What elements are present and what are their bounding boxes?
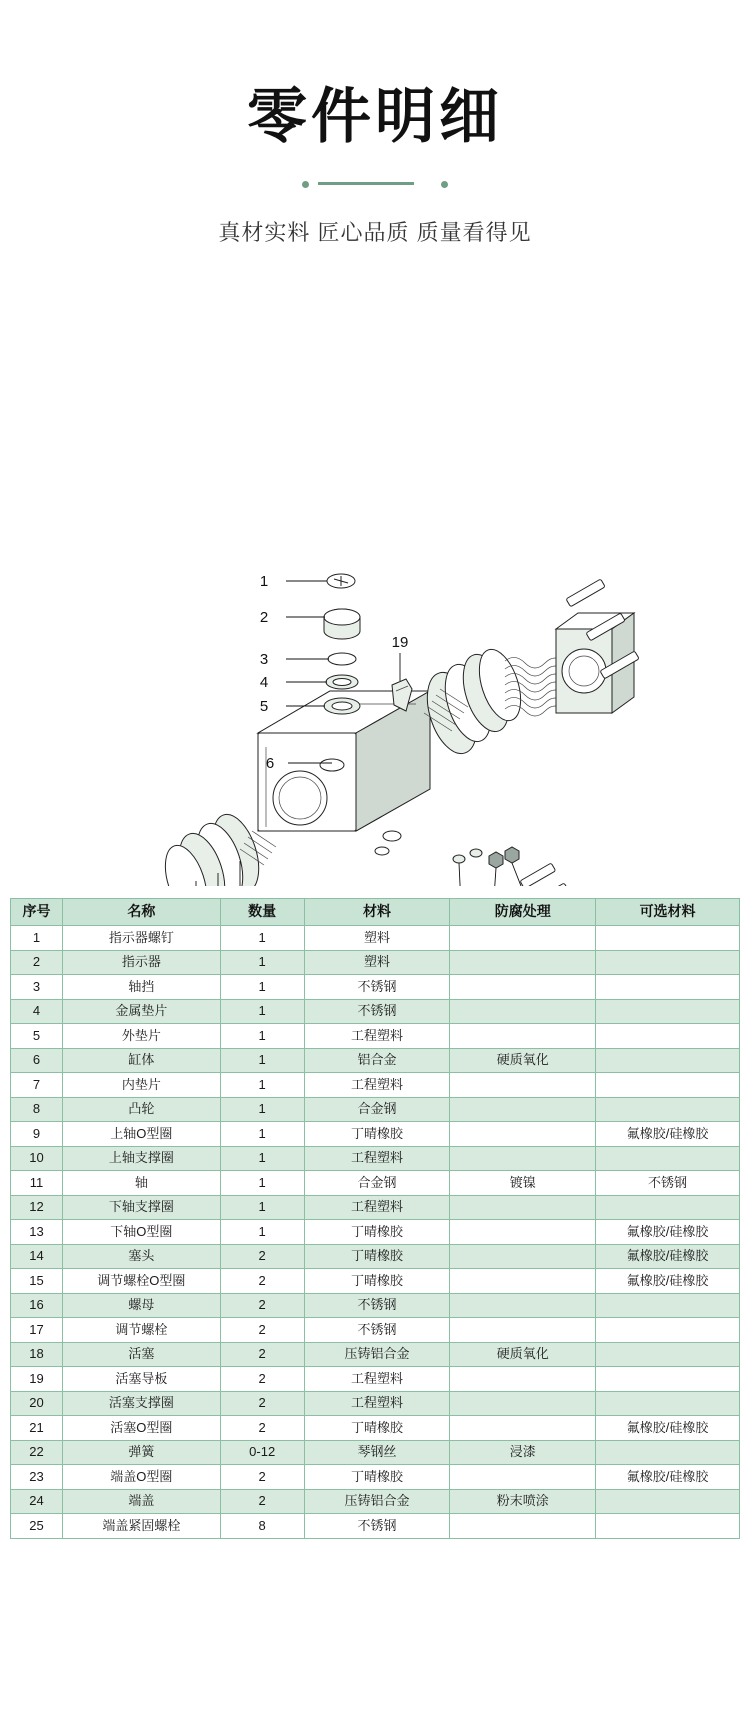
cell-no: 9 (11, 1122, 63, 1147)
cell-optional (596, 1146, 740, 1171)
parts-table-wrap (0, 886, 750, 1539)
page-title: 零件明细 (247, 83, 503, 150)
table-row (11, 1416, 740, 1441)
title-divider (300, 178, 450, 190)
table-row (11, 926, 740, 951)
cell-no: 5 (11, 1024, 63, 1049)
cell-qty: 1 (220, 950, 304, 975)
part-adjust-bolt-oring-a (453, 855, 465, 863)
cell-no: 22 (11, 1440, 63, 1465)
cell-anti (450, 1195, 596, 1220)
cell-name: 指示器 (62, 950, 220, 975)
cell-material: 不锈钢 (304, 999, 450, 1024)
cell-no: 24 (11, 1489, 63, 1514)
cell-optional (596, 999, 740, 1024)
cell-anti (450, 1024, 596, 1049)
cell-material: 工程塑料 (304, 1195, 450, 1220)
cell-qty: 1 (220, 1220, 304, 1245)
table-row (11, 1122, 740, 1147)
exploded-diagram (0, 261, 750, 886)
divider-bar (318, 182, 414, 185)
cell-name: 弹簧 (62, 1440, 220, 1465)
cell-material: 压铸铝合金 (304, 1342, 450, 1367)
cell-material: 铝合金 (304, 1048, 450, 1073)
cell-name: 螺母 (62, 1293, 220, 1318)
table-row (11, 1367, 740, 1392)
cell-name: 下轴O型圈 (62, 1220, 220, 1245)
cell-name: 金属垫片 (62, 999, 220, 1024)
cell-qty: 1 (220, 975, 304, 1000)
cell-no: 18 (11, 1342, 63, 1367)
cell-material: 合金钢 (304, 1171, 450, 1196)
cell-anti (450, 1073, 596, 1098)
cell-name: 活塞支撑圈 (62, 1391, 220, 1416)
cell-material: 丁晴橡胶 (304, 1122, 450, 1147)
cell-name: 下轴支撑圈 (62, 1195, 220, 1220)
cell-anti: 镀镍 (450, 1171, 596, 1196)
table-row (11, 1195, 740, 1220)
cell-name: 上轴O型圈 (62, 1122, 220, 1147)
cell-name: 端盖 (62, 1489, 220, 1514)
table-row (11, 1073, 740, 1098)
table-row (11, 1244, 740, 1269)
cell-optional (596, 1097, 740, 1122)
cell-qty: 1 (220, 1146, 304, 1171)
adjust-bolt-parts-group (453, 847, 569, 886)
cell-qty: 2 (220, 1391, 304, 1416)
cell-no: 6 (11, 1048, 63, 1073)
cell-qty: 1 (220, 1171, 304, 1196)
cell-qty: 1 (220, 1097, 304, 1122)
cell-name: 塞头 (62, 1244, 220, 1269)
cell-optional (596, 1048, 740, 1073)
cell-anti (450, 975, 596, 1000)
table-row (11, 1440, 740, 1465)
cell-no: 25 (11, 1514, 63, 1539)
cell-material: 塑料 (304, 926, 450, 951)
cell-name: 缸体 (62, 1048, 220, 1073)
cell-material: 工程塑料 (304, 1073, 450, 1098)
cell-anti (450, 1391, 596, 1416)
cell-qty: 8 (220, 1514, 304, 1539)
divider-dot-right (441, 181, 448, 188)
cell-no: 12 (11, 1195, 63, 1220)
cell-no: 14 (11, 1244, 63, 1269)
cell-qty: 2 (220, 1465, 304, 1490)
table-row (11, 950, 740, 975)
cell-qty: 1 (220, 1073, 304, 1098)
cylinder-body-group (258, 691, 430, 855)
cell-optional (596, 1293, 740, 1318)
cell-optional: 氟橡胶/硅橡胶 (596, 1416, 740, 1441)
divider-dot-left (302, 181, 309, 188)
cell-qty: 2 (220, 1489, 304, 1514)
cell-qty: 2 (220, 1318, 304, 1343)
cell-material: 丁晴橡胶 (304, 1416, 450, 1441)
cell-no: 20 (11, 1391, 63, 1416)
cell-anti: 浸漆 (450, 1440, 596, 1465)
cell-qty: 2 (220, 1293, 304, 1318)
cell-qty: 1 (220, 1195, 304, 1220)
cell-no: 15 (11, 1269, 63, 1294)
cell-name: 内垫片 (62, 1073, 220, 1098)
cell-qty: 2 (220, 1269, 304, 1294)
cell-qty: 1 (220, 926, 304, 951)
table-row (11, 1318, 740, 1343)
cell-qty: 2 (220, 1244, 304, 1269)
table-row (11, 999, 740, 1024)
svg-text:4: 4 (259, 674, 269, 691)
table-row (11, 1293, 740, 1318)
table-header-row (11, 899, 740, 926)
cell-anti (450, 999, 596, 1024)
cell-anti (450, 1293, 596, 1318)
table-row (11, 1048, 740, 1073)
svg-text:1: 1 (259, 573, 269, 590)
cell-name: 调节螺栓 (62, 1318, 220, 1343)
cell-optional: 氟橡胶/硅橡胶 (596, 1269, 740, 1294)
cell-material: 压铸铝合金 (304, 1489, 450, 1514)
cell-optional (596, 950, 740, 975)
cell-optional (596, 1024, 740, 1049)
cell-no: 19 (11, 1367, 63, 1392)
cell-qty: 1 (220, 1024, 304, 1049)
cell-anti (450, 1514, 596, 1539)
part-nut-b (505, 847, 519, 863)
cell-material: 不锈钢 (304, 975, 450, 1000)
cell-anti (450, 1097, 596, 1122)
cell-qty: 1 (220, 1048, 304, 1073)
col-header-qty: 数量 (220, 899, 304, 926)
cell-material: 塑料 (304, 950, 450, 975)
cell-material: 不锈钢 (304, 1318, 450, 1343)
cell-optional: 氟橡胶/硅橡胶 (596, 1220, 740, 1245)
cell-no: 4 (11, 999, 63, 1024)
cell-no: 8 (11, 1097, 63, 1122)
cell-anti (450, 1367, 596, 1392)
cell-no: 23 (11, 1465, 63, 1490)
col-header-name: 名称 (62, 899, 220, 926)
table-row (11, 1514, 740, 1539)
cell-qty: 2 (220, 1342, 304, 1367)
table-row (11, 1465, 740, 1490)
part-adjust-bolt-oring-b (470, 849, 482, 857)
cell-material: 丁晴橡胶 (304, 1269, 450, 1294)
actuator-exploded-drawing (0, 261, 750, 886)
cell-name: 轴 (62, 1171, 220, 1196)
cell-material: 丁晴橡胶 (304, 1220, 450, 1245)
cell-optional: 氟橡胶/硅橡胶 (596, 1244, 740, 1269)
table-row (11, 1489, 740, 1514)
svg-text:19: 19 (391, 634, 409, 651)
part-nut-a (489, 852, 503, 868)
cell-anti (450, 1465, 596, 1490)
cell-name: 活塞导板 (62, 1367, 220, 1392)
cell-no: 21 (11, 1416, 63, 1441)
cell-qty: 1 (220, 999, 304, 1024)
table-row (11, 1097, 740, 1122)
cell-anti (450, 1269, 596, 1294)
cell-anti (450, 1122, 596, 1147)
cell-name: 端盖紧固螺栓 (62, 1514, 220, 1539)
cell-optional: 不锈钢 (596, 1171, 740, 1196)
cell-optional: 氟橡胶/硅橡胶 (596, 1465, 740, 1490)
cell-qty: 2 (220, 1416, 304, 1441)
svg-text:6: 6 (265, 755, 275, 772)
cell-material: 工程塑料 (304, 1367, 450, 1392)
table-row (11, 1220, 740, 1245)
cell-optional (596, 1440, 740, 1465)
cell-material: 丁晴橡胶 (304, 1244, 450, 1269)
cell-material: 合金钢 (304, 1097, 450, 1122)
cell-anti (450, 950, 596, 975)
cell-no: 1 (11, 926, 63, 951)
cell-optional (596, 1318, 740, 1343)
cell-anti: 硬质氧化 (450, 1342, 596, 1367)
cell-name: 上轴支撑圈 (62, 1146, 220, 1171)
part-shaft-stop (328, 653, 356, 665)
cell-material: 丁晴橡胶 (304, 1465, 450, 1490)
table-row (11, 1171, 740, 1196)
cell-name: 调节螺栓O型圈 (62, 1269, 220, 1294)
cell-name: 轴挡 (62, 975, 220, 1000)
cell-no: 2 (11, 950, 63, 975)
cell-name: 外垫片 (62, 1024, 220, 1049)
page-header (0, 0, 750, 247)
svg-text:5: 5 (259, 698, 269, 715)
table-row (11, 1024, 740, 1049)
cell-optional: 氟橡胶/硅橡胶 (596, 1122, 740, 1147)
cell-qty: 0-12 (220, 1440, 304, 1465)
cell-optional (596, 975, 740, 1000)
col-header-no: 序号 (11, 899, 63, 926)
table-row (11, 1391, 740, 1416)
parts-table (10, 898, 740, 1539)
cell-anti (450, 926, 596, 951)
cell-material: 工程塑料 (304, 1391, 450, 1416)
cell-name: 端盖O型圈 (62, 1465, 220, 1490)
right-assembly-group (418, 579, 639, 760)
cell-no: 7 (11, 1073, 63, 1098)
cell-no: 13 (11, 1220, 63, 1245)
cell-no: 3 (11, 975, 63, 1000)
cell-material: 工程塑料 (304, 1024, 450, 1049)
page-subtitle: 真材实料 匠心品质 质量看得见 (218, 220, 532, 245)
cell-material: 不锈钢 (304, 1293, 450, 1318)
cell-optional (596, 1367, 740, 1392)
svg-text:3: 3 (259, 651, 269, 668)
cell-optional (596, 1195, 740, 1220)
col-header-material: 材料 (304, 899, 450, 926)
cell-qty: 2 (220, 1367, 304, 1392)
cell-optional (596, 1514, 740, 1539)
cell-anti: 硬质氧化 (450, 1048, 596, 1073)
svg-text:2: 2 (259, 609, 269, 626)
table-row (11, 1269, 740, 1294)
cell-name: 凸轮 (62, 1097, 220, 1122)
cell-material: 工程塑料 (304, 1146, 450, 1171)
cell-anti (450, 1416, 596, 1441)
cell-anti (450, 1318, 596, 1343)
cell-name: 活塞O型圈 (62, 1416, 220, 1441)
table-row (11, 975, 740, 1000)
parts-table-body (11, 926, 740, 1539)
cell-name: 指示器螺钉 (62, 926, 220, 951)
table-row (11, 1146, 740, 1171)
cell-no: 16 (11, 1293, 63, 1318)
cell-anti (450, 1220, 596, 1245)
cell-anti: 粉末喷涂 (450, 1489, 596, 1514)
cell-no: 11 (11, 1171, 63, 1196)
cell-material: 琴钢丝 (304, 1440, 450, 1465)
cell-optional (596, 926, 740, 951)
col-header-anti: 防腐处理 (450, 899, 596, 926)
cell-optional (596, 1073, 740, 1098)
cell-no: 17 (11, 1318, 63, 1343)
cell-material: 不锈钢 (304, 1514, 450, 1539)
col-header-optional: 可选材料 (596, 899, 740, 926)
cell-optional (596, 1489, 740, 1514)
cell-optional (596, 1342, 740, 1367)
cell-anti (450, 1244, 596, 1269)
table-row (11, 1342, 740, 1367)
cell-no: 10 (11, 1146, 63, 1171)
part-adjust-bolt-b (533, 883, 569, 886)
cell-optional (596, 1391, 740, 1416)
cell-name: 活塞 (62, 1342, 220, 1367)
cell-qty: 1 (220, 1122, 304, 1147)
part-adjust-bolt-a (520, 863, 556, 886)
cell-anti (450, 1146, 596, 1171)
